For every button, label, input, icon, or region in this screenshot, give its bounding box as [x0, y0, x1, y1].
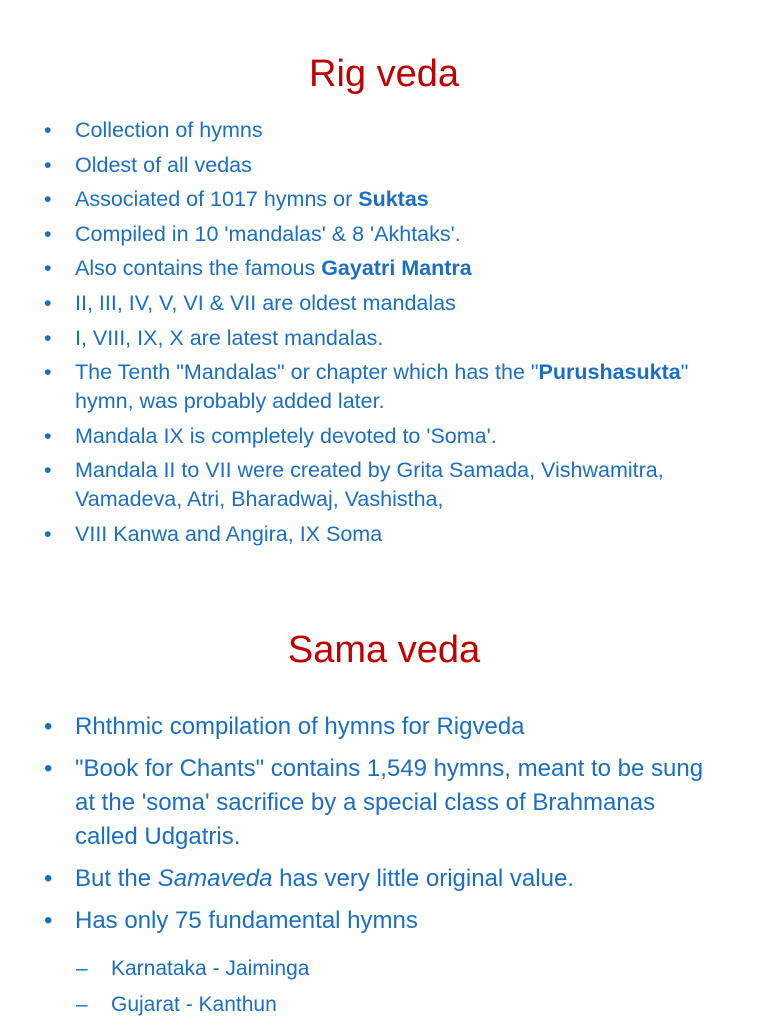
list-item-text: I, VIII, IX, X are latest mandalas. — [75, 325, 384, 350]
list-item — [44, 254, 724, 283]
list-item-text: Oldest of all vedas — [75, 152, 252, 177]
list-item-text-end: has very little original value. — [272, 865, 574, 892]
list-item-text: The Tenth "Mandalas" or chapter which has the " — [75, 360, 539, 385]
list-item — [44, 456, 724, 514]
slide-sama-veda — [0, 600, 768, 1024]
list-item-text: "Book for Chants" contains 1,549 hymns, meant to be sung at the 'soma' sacrifice by a special class of Brahmanas called Udgatris. — [75, 755, 704, 850]
bullet-icon: • — [44, 325, 52, 350]
list-item — [44, 324, 724, 353]
list-item — [44, 752, 724, 854]
bullet-icon: • — [44, 118, 52, 142]
list-item — [44, 520, 724, 549]
bullet-icon: • — [44, 256, 52, 281]
list-item — [44, 422, 724, 451]
italic-text: Samaveda — [157, 865, 273, 892]
sub-list-item-text: Gujarat - Kanthun — [111, 993, 277, 1016]
list-item-text: Compiled in 10 'mandalas' & 8 'Akhtaks'. — [75, 221, 461, 246]
bullet-icon: • — [44, 221, 52, 246]
bullet-icon: • — [44, 290, 52, 315]
list-item-text: VIII Kanwa and Angira, IX Soma — [75, 521, 383, 546]
bullet-icon: • — [44, 755, 53, 782]
bullet-icon: • — [44, 521, 52, 546]
emphasis-text: Suktas — [358, 187, 429, 212]
slide-title: Rig veda — [309, 53, 459, 95]
list-item-text: Mandala IX is completely devoted to 'Soma'. — [75, 423, 497, 448]
sub-list-item-text: Karnataka - Jaiminga — [111, 957, 310, 980]
list-item — [44, 185, 724, 214]
emphasis-text: Purushasukta — [538, 360, 681, 385]
bullet-icon: • — [44, 907, 53, 934]
list-item-text: Rhthmic compilation of hymns for Rigveda — [75, 713, 525, 740]
list-item — [44, 220, 724, 249]
sub-list-item — [76, 990, 724, 1020]
emphasis-text: Gayatri Mantra — [321, 256, 472, 281]
list-item-text: Has only 75 fundamental hymns — [75, 907, 418, 934]
list-item-text: Also contains the famous — [75, 256, 322, 281]
bullet-icon: • — [44, 187, 52, 212]
list-item-text: But the — [75, 865, 158, 892]
list-item — [44, 358, 724, 416]
bullet-icon: • — [44, 458, 52, 483]
list-item — [44, 904, 724, 938]
bullet-icon: • — [44, 152, 52, 177]
list-item — [44, 710, 724, 744]
bullet-icon: • — [44, 865, 53, 892]
list-item-text: Collection of hymns — [75, 118, 263, 142]
sub-list — [44, 954, 724, 1026]
bullet-list — [44, 116, 724, 555]
bullet-icon: • — [44, 360, 52, 385]
list-item-text-end: " hymn, was probably added later. — [75, 360, 689, 414]
bullet-icon: • — [44, 423, 52, 448]
list-item — [44, 862, 724, 896]
list-item — [44, 116, 724, 145]
list-item-text: II, III, IV, V, VI & VII are oldest mandalas — [75, 290, 456, 315]
sub-list-item — [76, 954, 724, 984]
list-item-text: Associated of 1017 hymns or — [75, 187, 359, 212]
bullet-list — [44, 710, 724, 946]
list-item — [44, 289, 724, 318]
slide-title: Sama veda — [287, 629, 481, 671]
list-item-text: Mandala II to VII were created by Grita Samada, Vishwamitra, Vamadeva, Atri, Bharadwaj, Vashistha, — [75, 458, 664, 512]
dash-icon: – — [76, 957, 88, 980]
bullet-icon: • — [44, 713, 53, 740]
list-item — [44, 151, 724, 180]
dash-icon: – — [76, 993, 88, 1016]
